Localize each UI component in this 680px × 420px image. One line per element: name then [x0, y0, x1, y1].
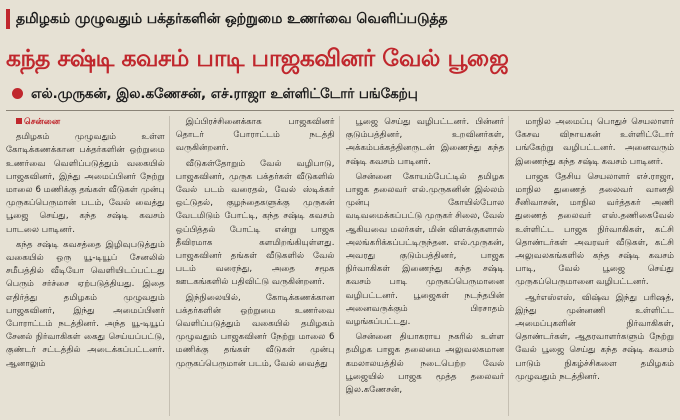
body-paragraph: ஆர்எஸ்எஸ், விஷ்வ இந்து பரிஷத், இந்து முன்னணி உள்ளிட்ட அமைப்புகளின் நிர்வாகிகள், தொண்டர்கள், ஆதரவாளர்களும் நேற்று வேல் பூஜை செய்து கந்த சஷ்டி கவசம் பாடும் நிகழ்ச்சிகளை தமிழகம் முழுவதும் நடத்தினர். — [515, 292, 674, 382]
article-body — [6, 116, 674, 416]
body-column-3 — [346, 116, 510, 416]
dateline — [16, 117, 60, 127]
body-paragraph: கந்த சஷ்டி கவசத்தை இழிவுபடுத்தும் வகையில் ஒரு யூ-டியூப் சேனலில் சமீபத்தில் வீடியோ வெளியிடப்பட்டது பெரும் சர்ச்சை ஏற்படுத்தியது. இதை எதிர்த்து தமிழகம் முழுவதும் பாஜகவினர், இந்து அமைப்பினர் போராட்டம் நடத்தினர். அந்த யூ-டியூப் சேனல் நிர்வாகிகள் கைது செய்யப்பட்டு, குண்டர் சட்டத்தில் அடைக்கப்பட்டனர். ஆனாலும் — [6, 239, 165, 369]
body-column-4 — [515, 116, 674, 416]
article-headline: கந்த சஷ்டி கவசம் பாடி பாஜகவினர் வேல் பூஜை — [6, 44, 509, 72]
body-paragraph: பாஜக தேசிய செயலாளர் எச்.ராஜா, மாநில துணைத் தலைவர் வானதி சீனிவாசன், மாநில வர்த்தகர் அணி துணைத் தலைவர் எஸ்.தணிகைவேல் உள்ளிட்ட பாஜக நிர்வாகிகள், கட்சி தொண்டர்கள் அவரவர் வீடுகள், கட்சி அலுவலகங்களில் கந்த சஷ்டி கவசம் பாடி, வேல் பூஜை செய்து முருகப்பெருமானை வழிபட்டனர். — [515, 171, 674, 288]
subhead-text: எல்.முருகன், இல.கணேசன், எச்.ராஜா உள்ளிட்டோர் பங்கேற்பு — [31, 87, 418, 102]
body-paragraph: பூஜை செய்து வழிபட்டனர். பின்னர் குடும்பத்தினர், உறவினர்கள், அக்கம்பக்கத்தினருடன் இணைந்து கந்த சஷ்டி கவசம் பாடினர். — [345, 117, 505, 167]
body-paragraph: சென்னை தியாகராய நகரில் உள்ள தமிழக பாஜக தலைமை அலுவலகமான கமலாலயத்தில் நடைபெற்ற வேல் பூஜையில் பாஜக மூத்த தலைவர் இல.கணேசன், — [345, 332, 505, 396]
body-paragraph: வீடுகள்தோறும் வேல் வழிபாடு, பாஜகவினர், முருக பக்தர்கள் வீடுகளில் வேல் படம் வரைதல், வேல் ஸ்டிக்கர் ஒட்டுதல், குழந்தைகளுக்கு முருகன் வேடமிடும் போட்டி, கந்த சஷ்டி கவசம் ஒப்பித்தல் போட்டி என்று பாஜக தீவிரமாக களமிறங்கியுள்ளது. பாஜகவினர் தங்கள் வீடுகளில் வேல் படம் வரைந்து, அதை சமூக ஊடகங்களில் பதிவிட்டு வருகின்றனர். — [175, 158, 335, 288]
body-paragraph — [6, 116, 165, 129]
kicker-accent-bar — [6, 9, 10, 29]
body-paragraph: இப்பிரச்சினைக்காக பாஜகவினர் தொடர் போராட்டம் நடத்தி வருகின்றனர். — [175, 117, 335, 154]
body-paragraph: சென்னை கோயம்பேட்டில் தமிழக பாஜக தலைவர் எல்.முருகனின் இல்லம் முன்பு கோயில்போல வடிவமைக்கப்பட்டு முருகர் சிலை, வேல் ஆகியவை மலர்கள், மின் விளக்குகளால் அலங்கரிக்கப்பட்டிருந்தன. எல்.முருகன், அவரது குடும்பத்தினர், பாஜக நிர்வாகிகள் இணைந்து கந்த சஷ்டி கவசம் பாடி முருகப்பெருமானை வழிபட்டனர். பூஜைகள் நடந்தபின் அனைவருக்கும் பிரசாதம் வழங்கப்பட்டது. — [345, 171, 505, 328]
dateline-marker-icon — [16, 118, 22, 124]
body-paragraph: இந்நிலையில், கோடிக்கணக்கான பக்தர்களின் ஒற்றுமை உணர்வை வெளிப்படுத்தும் வகையில் தமிழகம் முழுவதும் பாஜகவினர் நேற்று மாலை 6 மணிக்கு தங்கள் வீடுகள் முன்பு முருகப்பெருமான் படம், வேல் வைத்து — [175, 292, 335, 369]
body-column-1 — [6, 116, 170, 416]
body-column-2 — [176, 116, 340, 416]
headline-divider — [6, 110, 674, 111]
kicker-text: தமிழகம் முழுவதும் பக்தர்களின் ஒற்றுமை உணர்வை வெளிப்படுத்த — [16, 11, 448, 27]
body-paragraph: மாநில அமைப்பு பொதுச் செயலாளர் கேசவ விநாயகன் உள்ளிட்டோர் பங்கேற்று வழிபட்டனர். அனைவரும் இணைந்து கந்த சஷ்டி கவசம் பாடினர். — [515, 117, 674, 167]
body-paragraph: தமிழகம் முழுவதும் உள்ள கோடிக்கணக்கான பக்தர்களின் ஒற்றுமை உணர்வை வெளிப்படுத்தும் வகையில் பாஜகவினர், இந்து அமைப்பினர் நேற்று மாலை 6 மணிக்கு தங்கள் வீடுகள் முன்பு முருகப்பெருமான் படம், வேல் வைத்து பூஜை செய்து, கந்த சஷ்டி கவசம் பாடலை பாடினர். — [6, 132, 165, 235]
article-subhead — [6, 82, 674, 108]
article-kicker — [6, 4, 674, 34]
dateline-text: சென்னை — [24, 117, 61, 127]
bullet-dot-icon — [12, 88, 23, 99]
